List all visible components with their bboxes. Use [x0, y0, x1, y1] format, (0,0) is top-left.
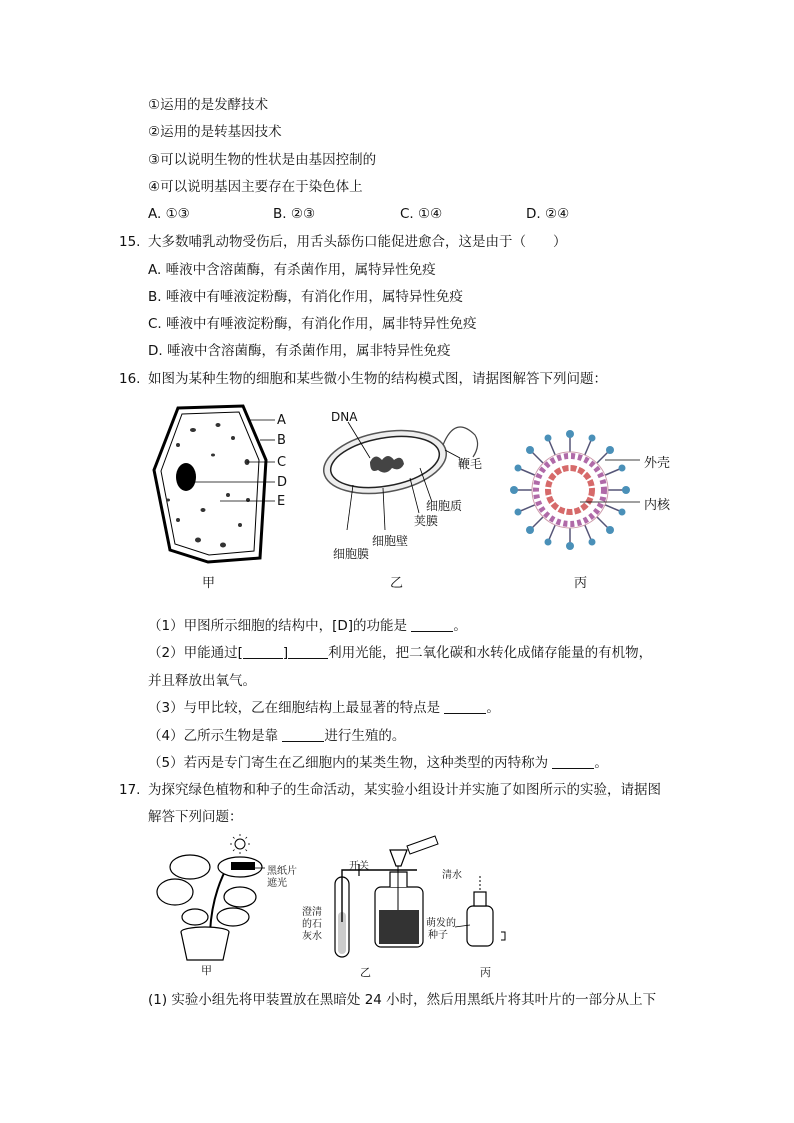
- label-seed-1: 萌发的: [426, 918, 456, 929]
- plant-cell-figure: [148, 400, 298, 570]
- answer-blank[interactable]: [243, 644, 283, 659]
- q15-option-b: B. 唾液中有唾液淀粉酶，有消化作用，属特异性免疫: [148, 289, 463, 305]
- caption-yi-17: 乙: [360, 966, 371, 979]
- caption-jia: 甲: [202, 576, 216, 591]
- label-dna: DNA: [331, 410, 358, 424]
- period: 。: [594, 755, 608, 771]
- period: 。: [486, 700, 500, 716]
- q15-option-d: D. 唾液中含溶菌酶，有杀菌作用，属非特异性免疫: [148, 343, 451, 359]
- q16-sub3-text: （3）与甲比较，乙在细胞结构上最显著的特点是: [148, 700, 441, 716]
- label-membrane: 细胞膜: [333, 547, 370, 561]
- q14-statement-1: ①运用的是发酵技术: [148, 97, 269, 113]
- label-c: C: [277, 455, 287, 470]
- label-switch: 开关: [349, 861, 369, 872]
- q16-sub2: [148, 644, 652, 662]
- answer-blank[interactable]: [288, 644, 328, 659]
- caption-bing-17: 丙: [480, 966, 491, 979]
- q17-sub1: (1) 实验小组先将甲装置放在黑暗处 24 小时，然后用黑纸片将其叶片的一部分从上下: [148, 992, 657, 1008]
- q15-number: 15.: [119, 234, 141, 250]
- label-capsule: 荚膜: [414, 514, 439, 528]
- q14-statement-3: ③可以说明生物的性状是由基因控制的: [148, 152, 377, 168]
- label-core: 内核: [644, 498, 671, 513]
- label-e: E: [277, 494, 286, 509]
- q14-option-a: A. ①③: [148, 206, 190, 222]
- answer-blank[interactable]: [444, 699, 486, 714]
- q14-option-c: C. ①④: [400, 206, 443, 222]
- caption-yi: 乙: [390, 576, 404, 591]
- q17-stem-line1: 为探究绿色植物和种子的生命活动，某实验小组设计并实施了如图所示的实验，请据图: [148, 782, 661, 798]
- q16-number: 16.: [119, 371, 141, 387]
- q15-option-a: A. 唾液中含溶菌酶，有杀菌作用，属特异性免疫: [148, 262, 436, 278]
- q16-sub4-text: （4）乙所示生物是靠: [148, 728, 279, 744]
- label-shell: 外壳: [644, 456, 671, 471]
- label-lime-2: 的石: [302, 919, 322, 930]
- label-paper: 黑纸片: [267, 866, 297, 877]
- label-b: B: [277, 433, 286, 448]
- q14-option-d: D. ②④: [526, 206, 570, 222]
- q16-sub5-text: （5）若丙是专门寄生在乙细胞内的某类生物，这种类型的丙特称为: [148, 755, 549, 771]
- label-seed-2: 种子: [428, 930, 448, 941]
- experiment-figure: [145, 832, 525, 980]
- q14-option-b: B. ②③: [273, 206, 316, 222]
- label-lime-3: 灰水: [302, 931, 322, 942]
- q16-stem: 如图为某种生物的细胞和某些微小生物的结构模式图，请据图解答下列问题：: [148, 371, 607, 387]
- q16-sub2-continued: 并且释放出氧气。: [148, 673, 256, 689]
- q16-sub1: [148, 617, 467, 635]
- virus-figure: [510, 430, 640, 555]
- bacterium-figure: [315, 410, 500, 535]
- q16-sub3: [148, 699, 500, 717]
- q17-number: 17.: [119, 782, 141, 798]
- q15-stem: 大多数哺乳动物受伤后，用舌头舔伤口能促进愈合，这是由于（ ）: [148, 234, 567, 250]
- label-cover: 遮光: [267, 878, 287, 889]
- label-wall: 细胞壁: [372, 534, 409, 548]
- q14-statement-2: ②运用的是转基因技术: [148, 124, 282, 140]
- q16-sub5: [148, 754, 608, 772]
- q16-sub4: [148, 727, 405, 745]
- period: 。: [453, 618, 467, 634]
- label-flagellum: 鞭毛: [458, 457, 483, 471]
- answer-blank[interactable]: [411, 617, 453, 632]
- caption-bing: 丙: [574, 576, 588, 591]
- q16-sub2-text-b: ]: [282, 645, 289, 661]
- q16-sub1-text: （1）甲图所示细胞的结构中，[D]的功能是: [148, 618, 408, 634]
- answer-blank[interactable]: [282, 727, 324, 742]
- answer-blank[interactable]: [552, 754, 594, 769]
- label-lime-1: 澄清: [302, 907, 322, 918]
- q17-stem-line2: 解答下列问题：: [148, 809, 243, 825]
- q14-statement-4: ④可以说明基因主要存在于染色体上: [148, 179, 363, 195]
- caption-jia-17: 甲: [201, 964, 212, 977]
- q16-sub2-text-c: 利用光能，把二氧化碳和水转化成储存能量的有机物，: [328, 645, 653, 661]
- q16-sub2-text-a: （2）甲能通过[: [148, 645, 243, 661]
- label-d: D: [277, 475, 288, 490]
- label-water: 清水: [442, 870, 462, 881]
- label-cytoplasm: 细胞质: [426, 499, 463, 513]
- q15-option-c: C. 唾液中有唾液淀粉酶，有消化作用，属非特异性免疫: [148, 316, 477, 332]
- label-a: A: [277, 413, 286, 428]
- q16-sub4-end: 进行生殖的。: [324, 728, 406, 744]
